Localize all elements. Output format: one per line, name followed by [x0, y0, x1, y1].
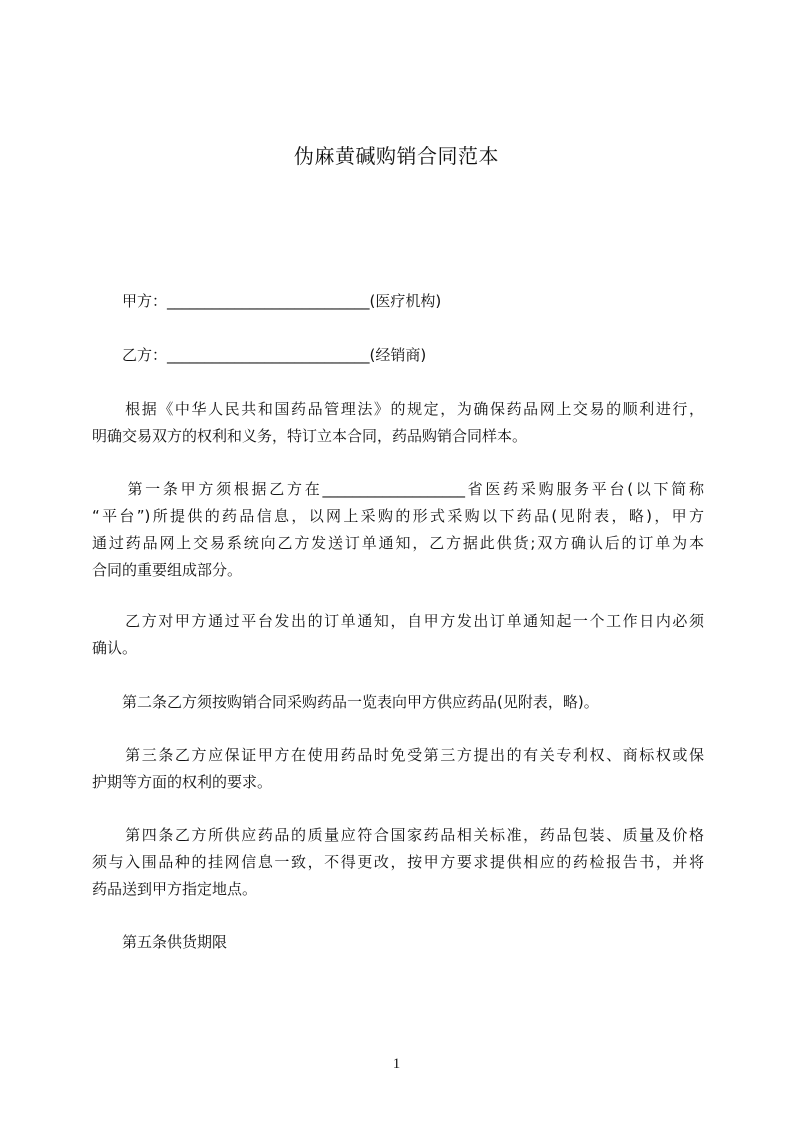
- document-title: 伪麻黄碱购销合同范本: [294, 144, 499, 168]
- article4-line-2: 须与入围品种的挂网信息一致，不得更改，按甲方要求提供相应的药检报告书，并将: [92, 853, 704, 871]
- intro-line-2: 明确交易双方的权利和义务，特订立本合同，药品购销合同样本。: [92, 427, 528, 445]
- article1-line-1: 第一条甲方须根据乙方在___________________省医药采购服务平台(以下简称: [92, 480, 704, 498]
- page-number: 1: [392, 1056, 401, 1072]
- article1-line-4: 合同的重要组成部分。: [92, 561, 243, 579]
- article1-line-2: “平台”)所提供的药品信息，以网上采购的形式采购以下药品(见附表，略)，甲方: [92, 507, 704, 525]
- article1-confirm-line-2: 确认。: [92, 639, 138, 657]
- intro-line-1: 根据《中华人民共和国药品管理法》的规定，为确保药品网上交易的顺利进行，: [92, 400, 704, 418]
- party-b-line: 乙方：___________________________(经销商): [92, 346, 427, 364]
- article5-line: 第五条供货期限: [92, 933, 228, 951]
- article4-line-3: 药品送到甲方指定地点。: [92, 880, 258, 898]
- article4-line-1: 第四条乙方所供应药品的质量应符合国家药品相关标准，药品包装、质量及价格: [92, 826, 704, 844]
- article1-line-3: 通过药品网上交易系统向乙方发送订单通知，乙方据此供货;双方确认后的订单为本: [92, 534, 704, 552]
- party-a-line: 甲方：___________________________(医疗机构): [92, 292, 442, 310]
- article3-line-2: 护期等方面的权利的要求。: [92, 773, 273, 791]
- article1-confirm-line-1: 乙方对甲方通过平台发出的订单通知，自甲方发出订单通知起一个工作日内必须: [92, 612, 704, 630]
- article2-line: 第二条乙方须按购销合同采购药品一览表向甲方供应药品(见附表，略)。: [92, 693, 599, 711]
- article3-line-1: 第三条乙方应保证甲方在使用药品时免受第三方提出的有关专利权、商标权或保: [92, 746, 704, 764]
